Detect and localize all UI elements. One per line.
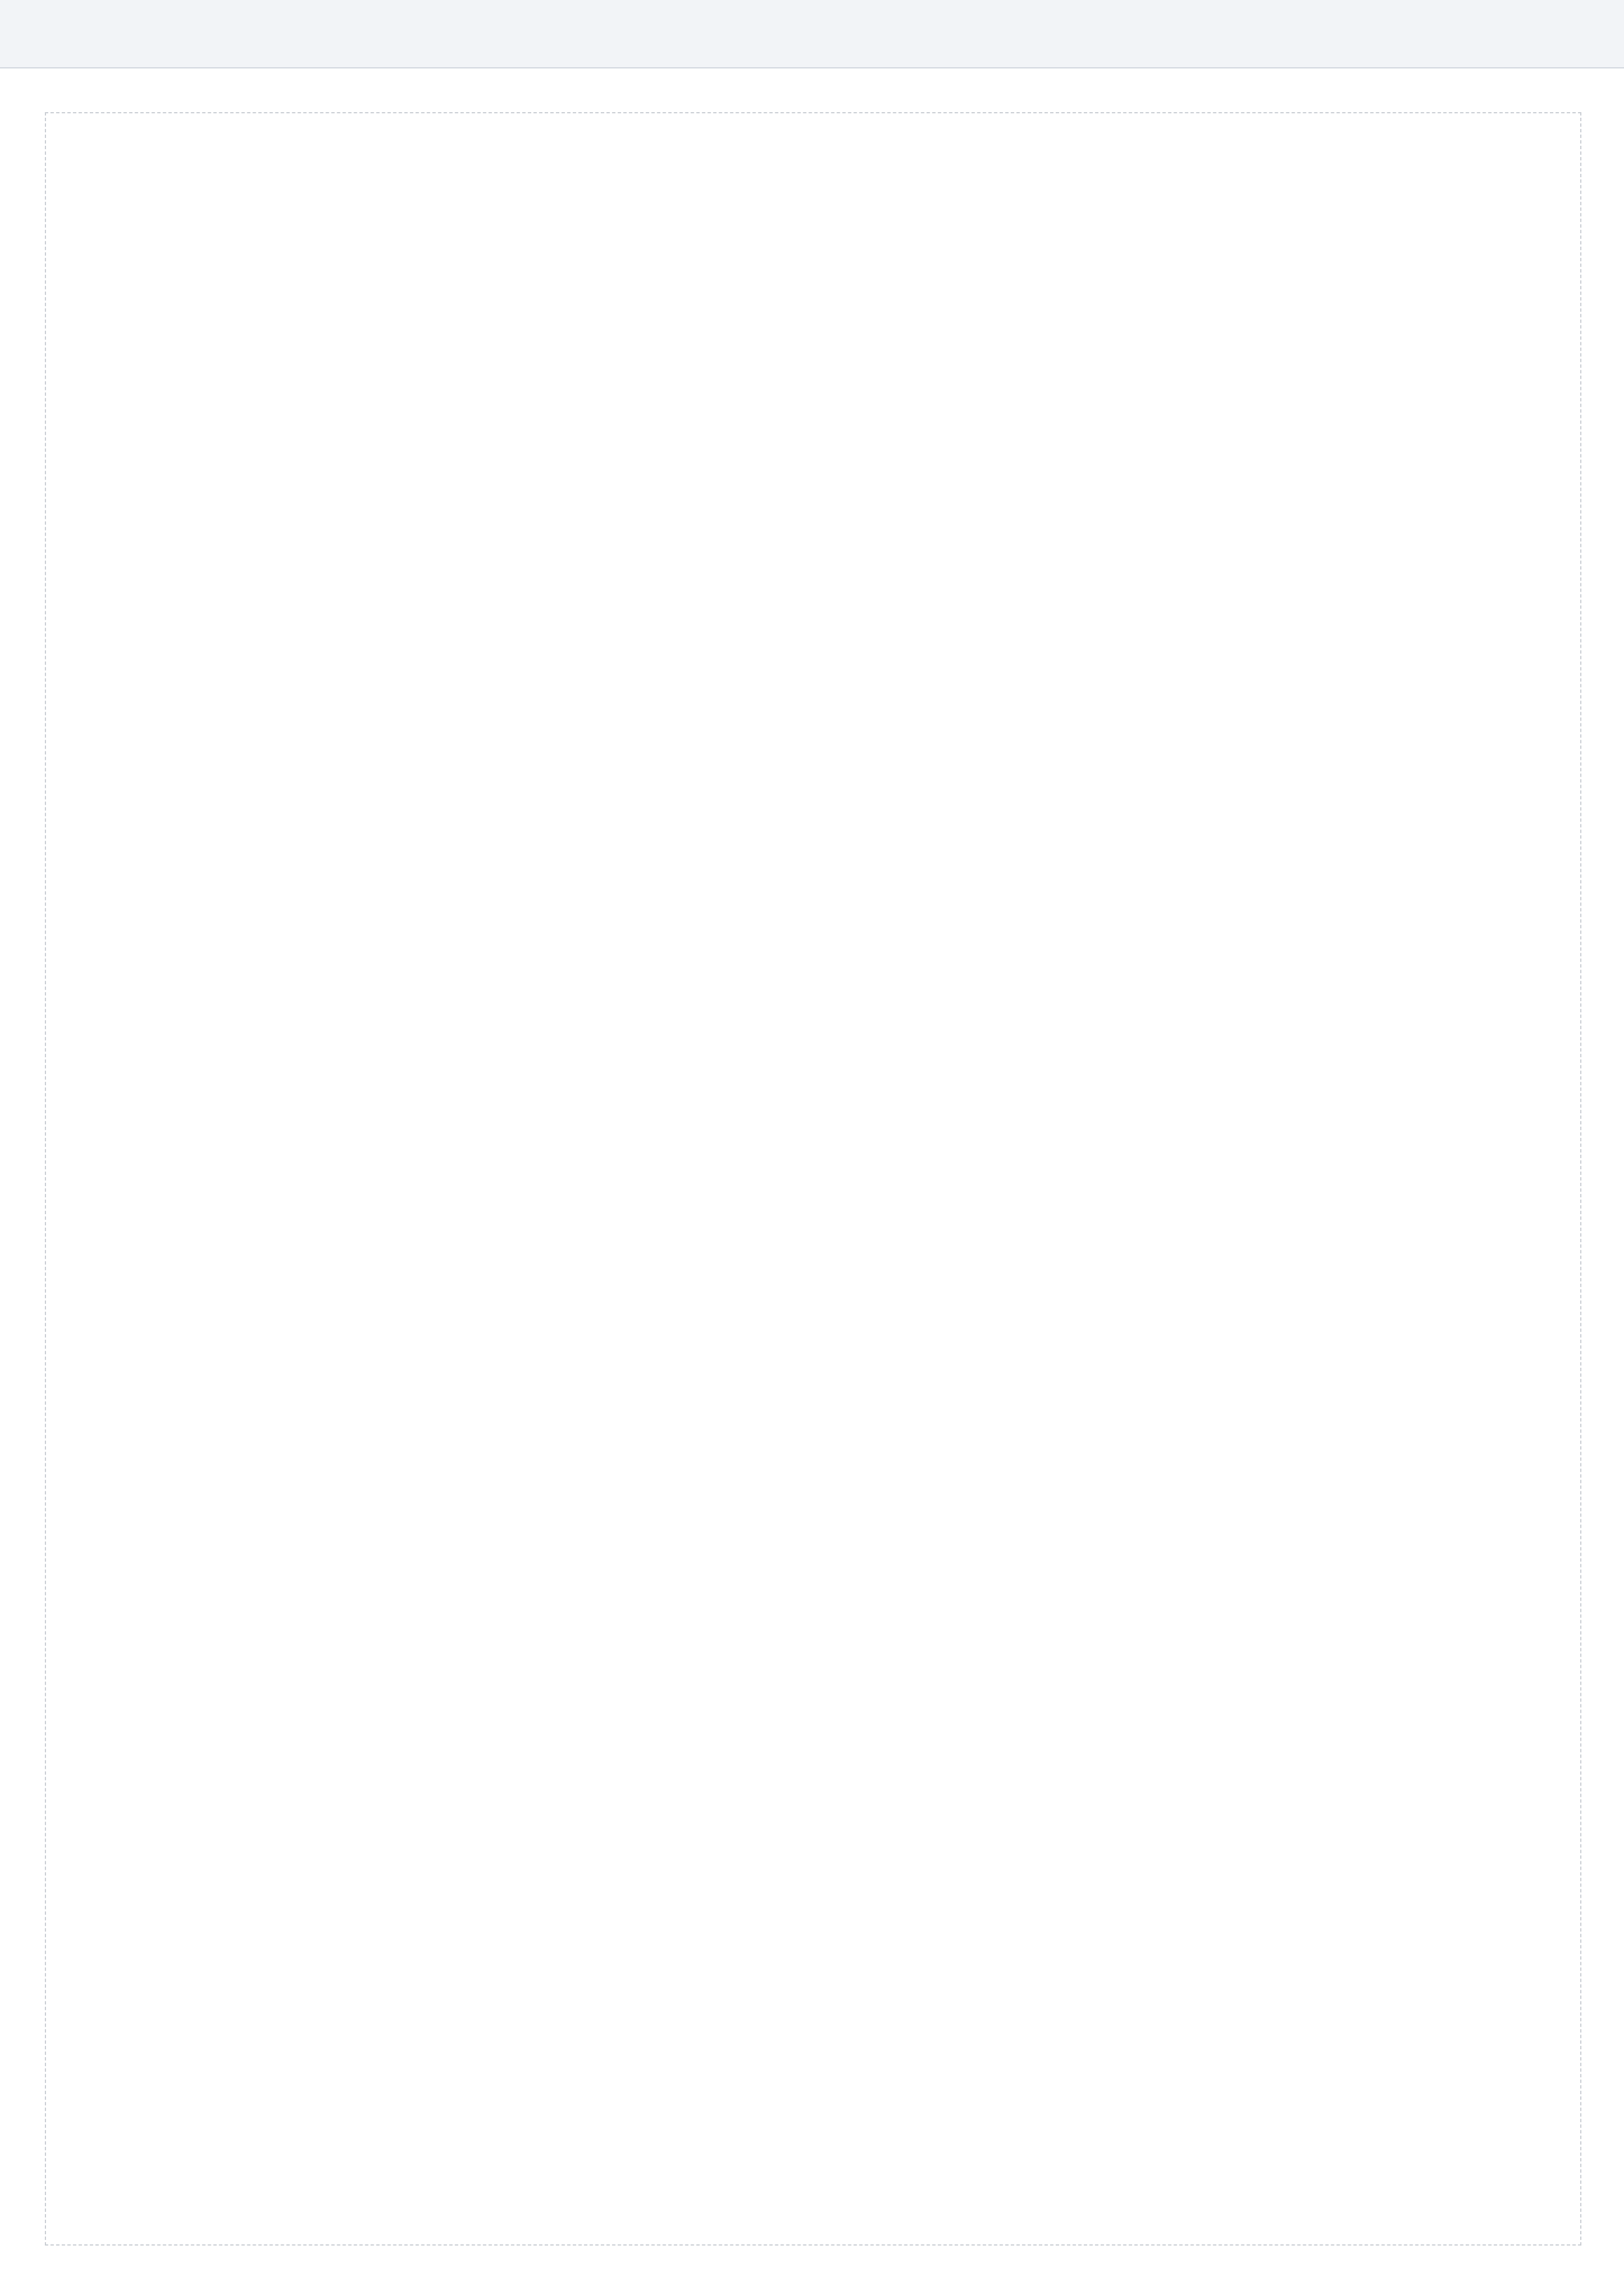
header-bar [0,0,1624,68]
content-area [45,112,1581,2246]
